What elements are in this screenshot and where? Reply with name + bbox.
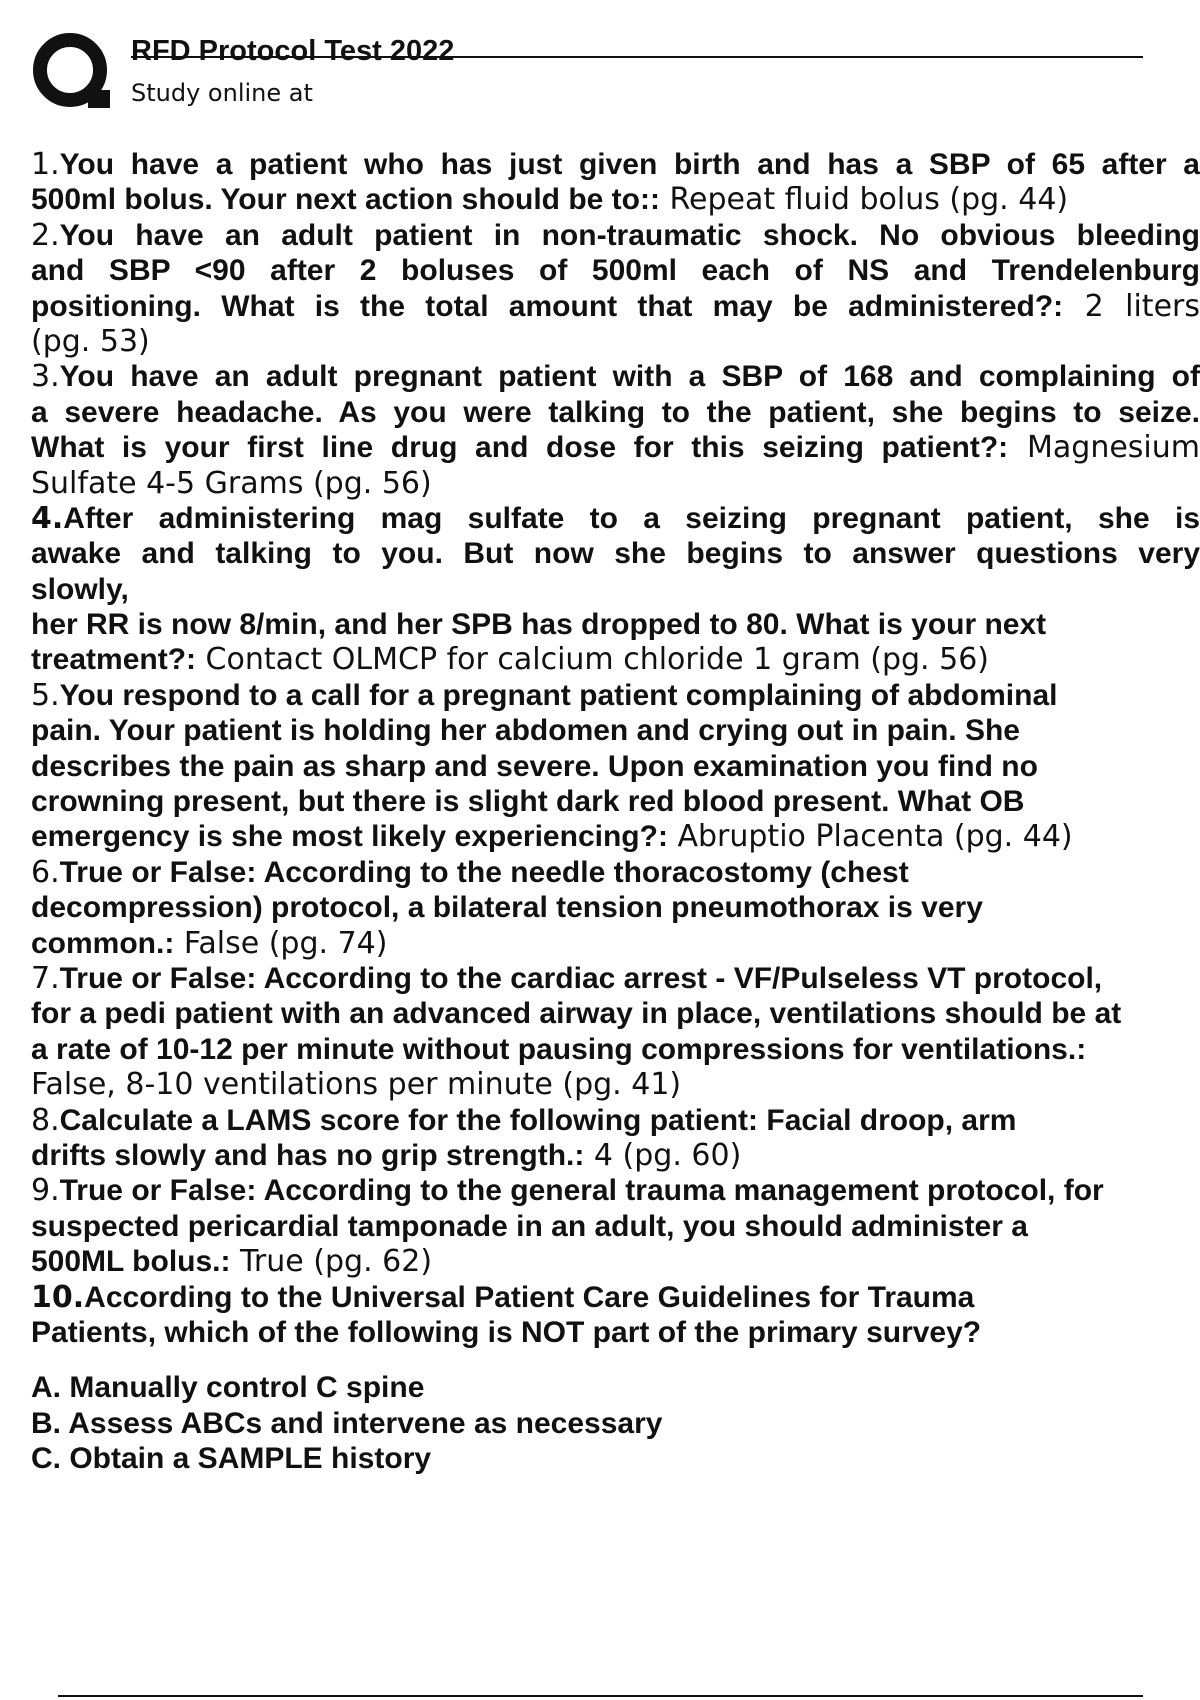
question-item xyxy=(31,218,1200,360)
question-line: 6.True or False: According to the needle thoracostomy (chest xyxy=(31,854,909,890)
question-line: emergency is she most likely experiencing?: Abruptio Placenta (pg. 44) xyxy=(31,819,1073,855)
question-item xyxy=(31,147,1200,218)
footer-rule xyxy=(58,1695,1143,1697)
document-subtitle: Study online at xyxy=(131,79,313,107)
question-line xyxy=(31,466,1200,501)
question-line: suspected pericardial tamponade in an adult, you should administer a xyxy=(31,1209,1028,1243)
answer-text: Magnesium xyxy=(1008,430,1200,466)
answer-text: False, 8-10 ventilations per minute (pg. 41) xyxy=(31,1067,682,1103)
option-a: A. Manually control C spine xyxy=(31,1371,425,1405)
question-line: 10.According to the Universal Patient Care Guidelines for Trauma xyxy=(31,1279,975,1315)
question-line: 500ML bolus.: True (pg. 62) xyxy=(31,1244,433,1280)
question-line: and SBP <90 after 2 boluses of 500ml each of NS and Trendelenburg xyxy=(31,254,1200,288)
question-line: decompression) protocol, a bilateral tension pneumothorax is very xyxy=(31,891,983,925)
question-item xyxy=(31,961,1200,1103)
answer-text: False (pg. 74) xyxy=(174,925,388,961)
answer-text: Repeat fluid bolus (pg. 44) xyxy=(659,182,1069,218)
quizlet-logo-icon xyxy=(30,30,112,112)
question-line xyxy=(31,1067,1200,1102)
question-line: 7.True or False: According to the cardiac arrest - VF/Pulseless VT protocol, xyxy=(31,960,1103,996)
question-line: 1.You have a patient who has just given birth and has a SBP of 65 after a xyxy=(31,147,1200,182)
document-title: RFD Protocol Test 2022 xyxy=(131,35,455,67)
question-line: common.: False (pg. 74) xyxy=(31,925,388,961)
question-line xyxy=(31,324,1200,359)
question-line: 9.True or False: According to the general trauma management protocol, for xyxy=(31,1173,1104,1209)
question-line: 3.You have an adult pregnant patient with a SBP of 168 and complaining of xyxy=(31,359,1200,395)
question-line: 5.You respond to a call for a pregnant patient complaining of abdominal xyxy=(31,677,1058,713)
answer-text: 4 (pg. 60) xyxy=(584,1137,742,1173)
answer-text: Abruptio Placenta (pg. 44) xyxy=(667,819,1073,855)
question-line: 4.After administering mag sulfate to a seizing pregnant patient, she is xyxy=(31,500,1200,536)
question-line: a severe headache. As you were talking to the patient, she begins to seize. xyxy=(31,395,1200,429)
question-item xyxy=(31,678,1200,855)
question-line: awake and talking to you. But now she begins to answer questions very xyxy=(31,537,1200,571)
question-line: positioning. What is the total amount that may be administered?: 2 liters xyxy=(31,288,1200,324)
question-line: describes the pain as sharp and severe. Upon examination you find no xyxy=(31,749,1038,783)
question-line: What is your first line drug and dose for this seizing patient?: Magnesium xyxy=(31,430,1200,466)
question-line: crowning present, but there is slight dark red blood present. What OB xyxy=(31,785,1025,819)
question-item xyxy=(31,855,1200,961)
option-b: B. Assess ABCs and intervene as necessary xyxy=(31,1406,663,1440)
question-item xyxy=(31,1280,1200,1351)
answer-text: True (pg. 62) xyxy=(230,1244,433,1280)
question-line: Patients, which of the following is NOT part of the primary survey? xyxy=(31,1315,982,1349)
answer-options xyxy=(31,1370,1200,1476)
question-item xyxy=(31,1173,1200,1279)
answer-text: 2 liters xyxy=(1063,288,1200,324)
question-line: slowly, xyxy=(31,572,129,606)
question-item xyxy=(31,1103,1200,1174)
answer-text: Sulfate 4-5 Grams (pg. 56) xyxy=(31,465,432,501)
question-item xyxy=(31,501,1200,678)
question-line: treatment?: Contact OLMCP for calcium chloride 1 gram (pg. 56) xyxy=(31,642,989,678)
question-item xyxy=(31,359,1200,501)
answer-text: (pg. 53) xyxy=(31,323,150,359)
question-line: her RR is now 8/min, and her SPB has dropped to 80. What is your next xyxy=(31,608,1047,642)
question-line: pain. Your patient is holding her abdomen and crying out in pain. She xyxy=(31,714,1020,748)
answer-text: Contact OLMCP for calcium chloride 1 gram (pg. 56) xyxy=(196,642,989,678)
question-line: 8.Calculate a LAMS score for the following patient: Facial droop, arm xyxy=(31,1102,1017,1138)
question-line: a rate of 10-12 per minute without pausing compressions for ventilations.: xyxy=(31,1032,1087,1066)
question-line: 2.You have an adult patient in non-traumatic shock. No obvious bleeding xyxy=(31,217,1200,253)
option-c: C. Obtain a SAMPLE history xyxy=(31,1442,432,1476)
title-rule xyxy=(131,56,1143,58)
question-list xyxy=(31,147,1200,1476)
question-line: 500ml bolus. Your next action should be to:: Repeat fluid bolus (pg. 44) xyxy=(31,182,1069,218)
question-line: drifts slowly and has no grip strength.: 4 (pg. 60) xyxy=(31,1137,742,1173)
question-line: for a pedi patient with an advanced airway in place, ventilations should be at xyxy=(31,997,1122,1031)
